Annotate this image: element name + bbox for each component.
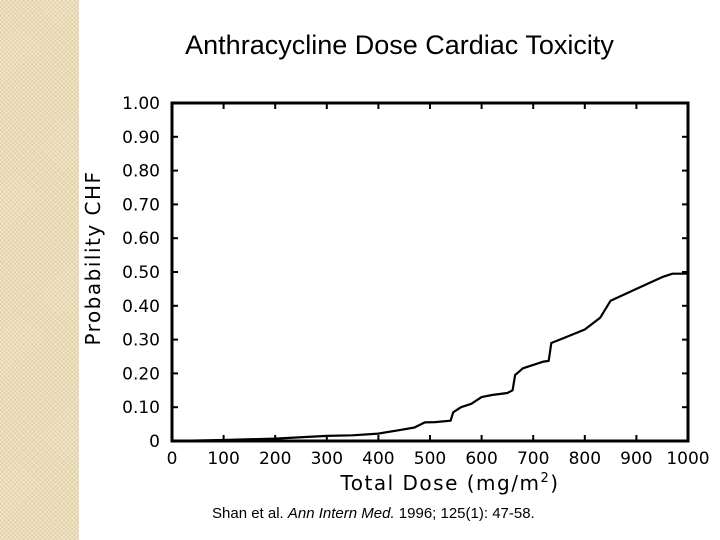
- x-tick-label: 500: [413, 449, 447, 469]
- citation-journal: Ann Intern Med.: [287, 505, 395, 522]
- y-axis-label: Probability CHF: [81, 170, 105, 346]
- x-tick-label: 400: [362, 449, 395, 469]
- x-axis-label-main: Total Dose (mg/m: [340, 471, 541, 495]
- y-tick-label: 0: [149, 432, 160, 452]
- x-axis-label-superscript: 2: [540, 471, 551, 486]
- plot-frame: [172, 103, 688, 441]
- x-tick-label: 700: [516, 449, 550, 469]
- y-tick-label: 0.50: [122, 263, 160, 283]
- y-tick-label: 0.10: [122, 398, 160, 419]
- x-tick-label: 100: [207, 449, 240, 469]
- y-tick-label: 0.20: [122, 364, 160, 385]
- x-tick-label: 200: [258, 449, 292, 469]
- slide-title: Anthracycline Dose Cardiac Toxicity: [185, 30, 614, 60]
- y-tick-label: 0.80: [122, 161, 160, 182]
- citation-details: 1996; 125(1): 47-58.: [398, 505, 535, 522]
- x-axis-label-end: ): [550, 471, 560, 495]
- y-tick-label: 0.70: [122, 195, 160, 216]
- citation: [212, 505, 535, 522]
- y-tick-label: 0.60: [122, 229, 160, 250]
- x-axis-label: [339, 471, 559, 495]
- x-tick-label: 800: [568, 449, 602, 469]
- x-tick-label: 900: [620, 449, 653, 469]
- y-tick-label: 0.90: [122, 127, 160, 148]
- x-tick-label: 600: [465, 449, 498, 469]
- x-tick-label: 0: [166, 449, 178, 469]
- x-tick-label: 300: [310, 449, 344, 469]
- y-tick-label: 1.00: [122, 94, 160, 114]
- citation-authors: Shan et al.: [212, 505, 284, 522]
- x-tick-label: 1000: [666, 449, 710, 469]
- y-tick-label: 0.40: [122, 296, 160, 317]
- y-tick-label: 0.30: [122, 330, 160, 351]
- chf-probability-line: [172, 274, 688, 441]
